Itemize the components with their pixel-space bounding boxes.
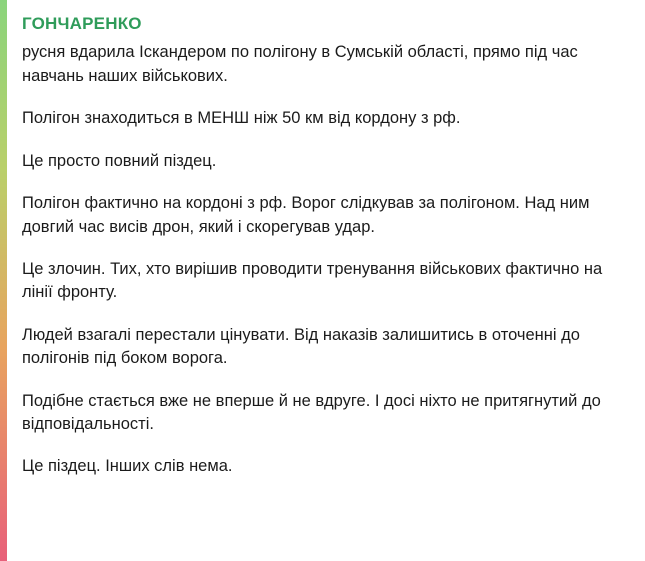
post-paragraph: Це злочин. Тих, хто вирішив проводити тренування військових фактично на лінії фронту. [22,259,603,302]
post-paragraph: Людей взагалі перестали цінувати. Від наказів залишитись в оточенні до полігонів під боком ворога. [22,325,580,368]
post-paragraph: Подібне стається вже не вперше й не вдруге. І досі ніхто не притягнутий до відповідальності. [22,391,601,434]
post-paragraph: Полігон фактично на кордоні з рф. Ворог слідкував за полігоном. Над ним довгий час висів дрон, який і скорегував удар. [22,194,590,236]
post-author: ГОНЧАРЕНКО [22,14,142,33]
post-paragraph: Полігон знаходиться в МЕНШ ніж 50 км від кордону з рф. [22,109,461,128]
post-accent-bar [0,0,7,561]
post-paragraph: русня вдарила Іскандером по полігону в Сумській області, прямо під час навчань наших військових. [22,43,578,85]
post-body [22,41,627,478]
post-paragraph: Це просто повний піздец. [22,151,217,170]
post-paragraph: Це піздец. Інших слів нема. [22,457,233,476]
